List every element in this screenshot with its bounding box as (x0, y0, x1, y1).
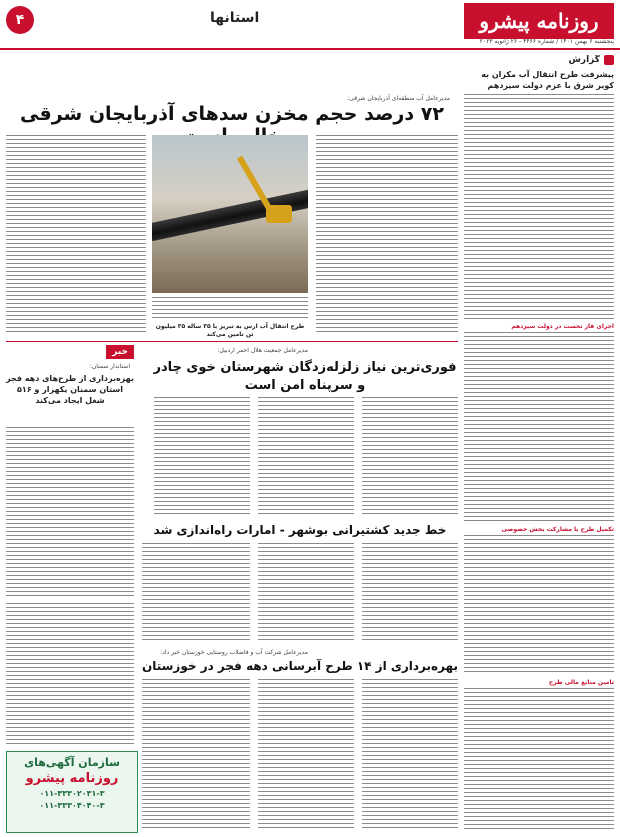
divider (6, 341, 458, 342)
ad-phone-1: ۰۱۱-۳۳۳۰۲۰۳۱-۳ (39, 789, 105, 798)
advertisement-box (6, 751, 138, 833)
ad-line-2: روزنامه پیشرو (25, 771, 119, 786)
report-title: پیشرفت طرح انتقال آب مکران به کویر شرق با عزم دولت سیزدهم (481, 70, 614, 90)
report-subhead-2: تکمیل طرح با مشارکت بخش خصوصی (501, 526, 614, 533)
ad-phone-2: ۰۱۱-۳۳۳۰۴۰۴۰-۳ (39, 801, 105, 810)
news-text-cont (6, 603, 134, 745)
news-kicker: استاندار سمنان: (89, 363, 130, 370)
news-title: بهره‌برداری از طرح‌های دهه فجر استان سمنان یکهزار و ۵۱۶ شغل ایجاد می‌کند (6, 374, 134, 405)
mid-kicker: مدیرعامل جمعیت هلال احمر اردبیل: (217, 347, 308, 354)
excavator-body (266, 205, 292, 223)
bullet-icon (604, 55, 614, 65)
news-box (6, 345, 134, 425)
top-kicker: مدیرعامل آب منطقه‌ای آذربایجان شرقی: (347, 95, 450, 102)
report-text-block (464, 535, 614, 675)
third-headline: خط جدید کشتیرانی بوشهر - امارات راه‌اندازی شد (153, 523, 447, 537)
third-text-col-2 (258, 543, 354, 643)
mid-headline: فوری‌ترین نیاز زلزله‌زدگان شهرستان خوی چادر و سرپناه امن است (153, 360, 457, 393)
third-text-col-3 (142, 543, 250, 643)
pipeline-photo (152, 135, 308, 293)
mid-text-col-1 (362, 397, 458, 517)
third-text-col-1 (362, 543, 458, 643)
top-headline: ۷۲ درصد حجم مخزن سدهای آذربایجان شرقی (20, 103, 444, 125)
fourth-text-col-3 (142, 679, 250, 829)
report-label-text: گزارش (568, 55, 600, 65)
report-text-block (464, 332, 614, 522)
mid-text-col-3 (154, 397, 250, 517)
issue-line: پنجشنبه ۶ بهمن ۱۴۰۱ / شماره ۴۴۶۶ - ۲۶ ژانویه ۲۰۲۳ (479, 38, 614, 45)
ad-line-1: سازمان آگهی‌های (24, 756, 120, 769)
photo-adjacent-text (152, 297, 308, 321)
report-text-block (464, 94, 614, 319)
top-story-text-left (6, 135, 146, 335)
report-subhead-1: اجرای فاز نخست در دولت سیزدهم (511, 323, 614, 330)
section-title: استانها (210, 10, 260, 26)
newspaper-logo: روزنامه پیشرو (464, 3, 614, 39)
news-text (6, 427, 134, 597)
main-content (6, 55, 458, 831)
fourth-text-col-2 (258, 679, 354, 829)
report-label (464, 55, 614, 65)
photo-caption: طرح انتقال آب ارس به تبریز با ۳۵ ساله ۳۵ میلیون تن تامین می‌کند (155, 323, 305, 338)
mid-text-col-2 (258, 397, 354, 517)
page-number: ۴ (6, 6, 34, 34)
report-text-block (464, 688, 614, 831)
fourth-headline: بهره‌برداری از ۱۴ طرح آبرسانی دهه فجر در خوزستان (141, 659, 458, 673)
report-subhead-3: تامین منابع مالی طرح (548, 679, 614, 686)
page-header (0, 0, 620, 50)
fourth-text-col-1 (362, 679, 458, 829)
top-story-text-right (316, 135, 458, 335)
news-tag: خبر (106, 345, 134, 359)
report-column (464, 55, 614, 831)
fourth-kicker: مدیرعامل شرکت آب و فاضلاب روستایی خوزستان خبر داد: (160, 649, 308, 656)
